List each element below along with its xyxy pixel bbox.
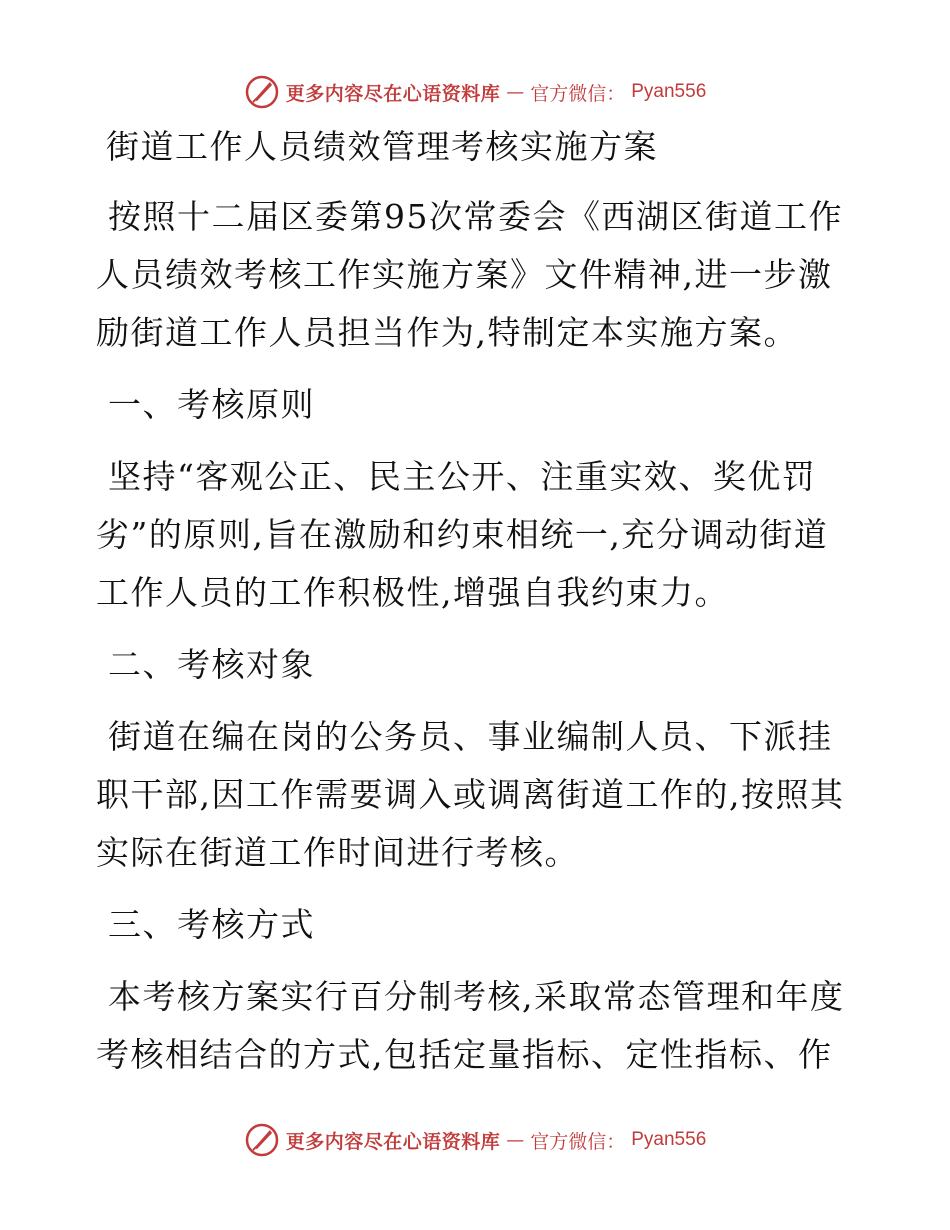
document-body: [96, 118, 856, 1098]
targets-paragraph: [96, 708, 856, 882]
quill-logo-icon: [244, 74, 280, 110]
paragraph-line: 本考核方案实行百分制考核,采取常态管理和年度: [108, 977, 845, 1016]
paragraph-line: 工作人员的工作积极性,增强自我约束力。: [96, 573, 729, 612]
header-watermark: [0, 70, 950, 114]
watermark-wechat-id: Pyan556: [631, 81, 707, 102]
watermark-separator: —: [506, 81, 525, 103]
footer-watermark: [0, 1118, 950, 1162]
paragraph-line: 劣”的原则,旨在激励和约束相统一,充分调动街道: [96, 515, 829, 554]
paragraph-line: 坚持“客观公正、民主公开、注重实效、奖优罚: [108, 457, 817, 496]
watermark-separator: —: [506, 1129, 525, 1151]
paragraph-line: 考核相结合的方式,包括定量指标、定性指标、作: [96, 1035, 833, 1074]
section-heading-targets: 二、考核对象: [108, 645, 315, 684]
watermark-wechat-id: Pyan556: [631, 1129, 707, 1150]
paragraph-line: 按照十二届区委第95次常委会《西湖区街道工作: [108, 197, 843, 236]
principles-paragraph: [96, 448, 856, 622]
quill-logo-icon: [244, 1122, 280, 1158]
watermark-wechat-label: 官方微信：: [530, 1130, 626, 1153]
watermark-brand: 更多内容尽在心语资料库: [285, 82, 501, 105]
section-heading-method: 三、考核方式: [108, 905, 315, 944]
watermark-brand: 更多内容尽在心语资料库: [285, 1130, 501, 1153]
paragraph-line: 人员绩效考核工作实施方案》文件精神,进一步激: [96, 255, 833, 294]
section-heading-principles: 一、考核原则: [108, 385, 315, 424]
paragraph-line: 职干部,因工作需要调入或调离街道工作的,按照其: [96, 775, 845, 814]
method-paragraph: [96, 968, 856, 1084]
intro-paragraph: [96, 188, 856, 362]
paragraph-line: 街道在编在岗的公务员、事业编制人员、下派挂: [108, 717, 833, 756]
paragraph-line: 实际在街道工作时间进行考核。: [96, 833, 579, 872]
watermark-wechat-label: 官方微信：: [530, 82, 626, 105]
paragraph-line: 励街道工作人员担当作为,特制定本实施方案。: [96, 313, 798, 352]
document-title: 街道工作人员绩效管理考核实施方案: [106, 127, 658, 166]
